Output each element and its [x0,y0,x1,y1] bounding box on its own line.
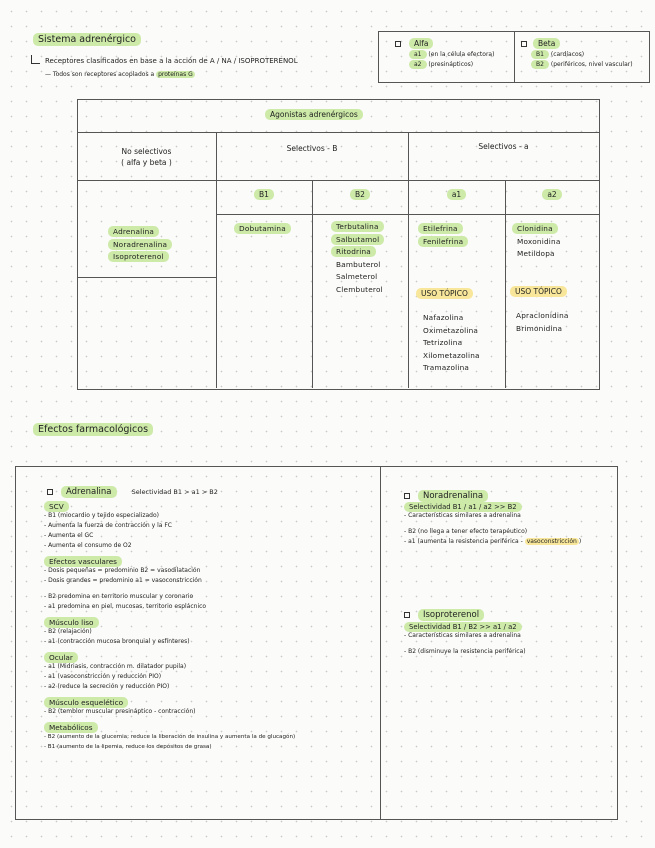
effect-section: Efectos vasculares - Dosis pequeñas = predominio B2 = vasodilatación - Dosis grandes = predominio a1 = vasoconstricción - B2 predomina en territorio muscular y coronario - a1 predomina en piel, mucosas, territorio esplácnico [44,557,207,610]
topical-a2-list: Apraclonidina Brimonidina [516,311,569,333]
page-title: Sistema adrenérgico [33,34,141,45]
sub-b1: B1 [216,190,312,199]
table-rule [77,180,599,181]
alfa-item: a2 (presinápticos) [409,60,494,70]
checkbox-icon [47,489,53,495]
a2-list: Clonidina Moxonidina Metildopa [512,223,561,261]
checkbox-icon [521,41,527,47]
col-nonselective: No selectivos ( alfa y beta ) [121,147,172,167]
table-rule [408,132,409,388]
effect-section: Ocular - a1 (Midriasis, contracción m. dilatador pupila) - a1 (vasoconstricción y reducción PIO) - a2 (reduce la secreción y reducción PIO) [44,653,187,690]
topical-a1-list: Nafazolina Oximetazolina Tetrizolina Xilometazolina Tramazolina [423,313,480,372]
nonselective-list: Adrenalina Noradrenalina Isoproterenol [108,226,172,264]
col-selective-a: Selectivos - a [478,142,529,151]
b2-list: Terbutalina Salbutamol Ritodrina Bambuterol Salmeterol Clembuterol [331,221,384,296]
topical-badge-a1: USO TÓPICO [416,289,473,298]
sub-a2: a2 [505,190,599,199]
table-rule [312,180,313,388]
sub-b2: B2 [312,190,408,199]
beta-group: Beta B1 (cardíacos) B2 (periféricos, nivel vascular) [521,39,633,70]
receptors-line: Receptores clasificados en base a la acción de A / NA / ISOPROTERENOL [45,57,298,65]
noradrenalina-body: Selectividad B1 / a1 / a2 >> B2 - Características similares a adrenalina - B2 (no llega a tener efecto terapéutico) - a1 (aumenta la resistencia periférica - vasoconstricción ) [404,503,582,545]
table-rule [505,180,506,388]
alfa-group: Alfa a1 (en la célula efectora) a2 (presinápticos) [395,39,494,70]
checkbox-icon [395,41,401,47]
table-rule [77,277,216,278]
effect-section: Metabólicos - B2 (aumento de la glucemia; reduce la liberación de insulina y aumenta la de glucagón) - B1 (aumento de la lipemia, reduce los depósitos de grasa) [44,723,296,750]
tree-connector [31,55,40,64]
beta-item: B1 (cardíacos) [531,50,633,60]
effect-section: SCV - B1 (miocardio y tejido especializado) - Aumenta la fuerza de contracción y la FC - Aumenta el GC - Aumenta el consumo de O2 [44,502,172,549]
checkbox-icon [404,612,410,618]
table-rule [77,132,599,133]
noradrenalina-header: Noradrenalina [404,483,488,502]
effect-section: Músculo liso - B2 (relajación) - a1 (contracción mucosa bronquial y esfínteres) [44,618,190,645]
col-selective-b: Selectivos - B [286,144,338,153]
receptor-box [378,31,650,83]
adrenalina-header: Adrenalina Selectividad B1 > a1 > B2 [47,479,218,498]
table-rule [216,132,217,388]
adrenalina-sections [44,500,374,758]
beta-item: B2 (periféricos, nivel vascular) [531,60,633,70]
effect-section: Músculo esquelético - B2 (temblor muscular presináptico - contracción) [44,698,196,715]
alfa-item: a1 (en la célula efectora) [409,50,494,60]
effects-divider [380,466,381,819]
checkbox-icon [404,493,410,499]
sub-a1: a1 [408,190,505,199]
table-title: Agonistas adrenérgicos [265,110,363,119]
topical-badge-a2: USO TÓPICO [510,287,567,296]
coupled-line: — Todos son receptores acoplados a proteínas G [45,71,193,78]
a1-list: Etilefrina Fenilefrina [418,223,468,248]
isoproterenol-header: Isoproterenol [404,602,484,621]
b1-list: Dobutamina [234,223,291,236]
effects-title: Efectos farmacológicos [33,424,153,435]
isoproterenol-body: Selectividad B1 / B2 >> a1 / a2 - Características similares a adrenalina - B2 (disminuye la resistencia periférica) [404,623,526,655]
receptor-box-divider [514,32,515,82]
